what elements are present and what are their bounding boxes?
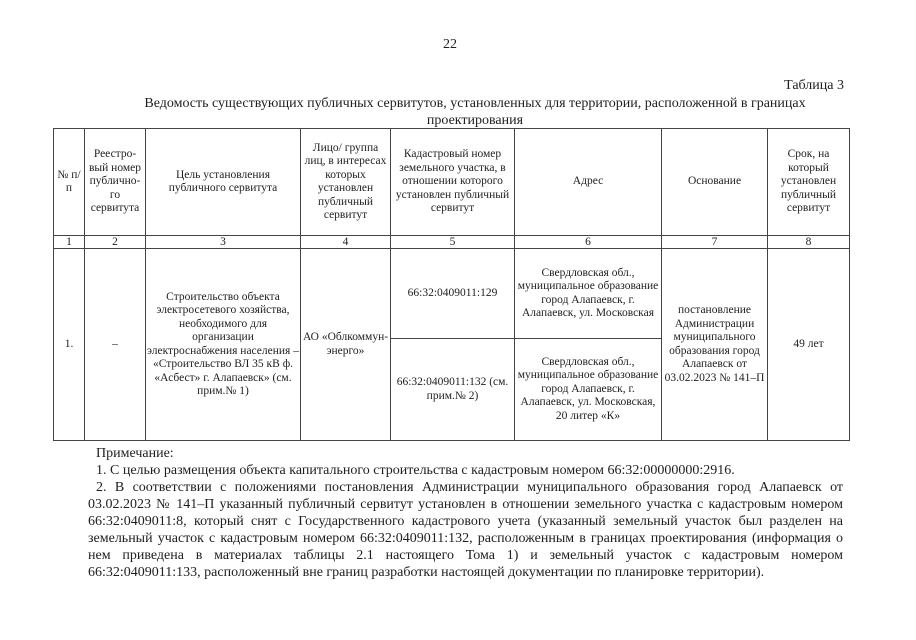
column-number-row (54, 236, 850, 249)
cadastral-number-cell: 66:32:0409011:129 (391, 249, 515, 339)
header-cell: Цель установления публичного сервитута (146, 129, 301, 236)
header-cell: Кадастровый номер земельного участка, в отношении которого установлен публичный сервитут (391, 129, 515, 236)
address-cell: Свердловская обл., муниципальное образование город Алапаевск, г. Алапаевск, ул. Московская (515, 249, 662, 339)
table-number: Таблица 3 (784, 78, 844, 93)
header-cell: Реестро-вый номер публично-го сервитута (85, 129, 146, 236)
header-cell: Адрес (515, 129, 662, 236)
row-number-cell: 1. (54, 249, 85, 441)
note-item: 2. В соответствии с положениями постановления Администрации муниципального образования город Алапаевск от 03.02.2023 № 141–П указанный публичный сервитут установлен в отношении земельного участка с кадастровым номером 66:32:0409011:8, который снят с Государственного кадастрового учета (указанный земельный участок был разделен на земельный участок с кадастровым номером 66:32:0409011:132, расположенным в границах проектирования (информация о нем приведена в материалах таблицы 2.1 настоящего Тома 1) и земельный участок с кадастровым номером 66:32:0409011:133, расположенный вне границ разработки настоящей документации по планировке территории). (88, 480, 843, 580)
column-number: 8 (768, 236, 850, 249)
column-number: 7 (662, 236, 768, 249)
page-number: 22 (443, 37, 457, 52)
notes-section (88, 445, 843, 581)
header-cell: Срок, на который установлен публичный сервитут (768, 129, 850, 236)
column-number: 6 (515, 236, 662, 249)
note-item: 1. С целью размещения объекта капитального строительства с кадастровым номером 66:32:00000000:2916. (96, 463, 735, 478)
column-number: 5 (391, 236, 515, 249)
servitude-table (53, 128, 850, 441)
cadastral-number-cell: 66:32:0409011:132 (см. прим.№ 2) (391, 339, 515, 441)
notes-heading: Примечание: (96, 446, 174, 461)
basis-cell: постановление Администрации муниципального образования город Алапаевск от 03.02.2023 № 141–П (662, 249, 768, 441)
header-cell: Основание (662, 129, 768, 236)
header-cell: № п/п (54, 129, 85, 236)
column-number: 1 (54, 236, 85, 249)
purpose-cell: Строительство объекта электросетевого хозяйства, необходимого для организации электроснабжения населения – «Строительство ВЛ 35 кВ ф. «Асбест» г. Алапаевск» (см. прим.№ 1) (146, 249, 301, 441)
table-caption: Ведомость существующих публичных сервитутов, установленных для территории, расположенной в границах проектирования (144, 96, 806, 128)
column-number: 2 (85, 236, 146, 249)
column-number: 4 (301, 236, 391, 249)
header-cell: Лицо/ группа лиц, в интересах которых установлен публичный сервитут (301, 129, 391, 236)
holder-cell: АО «Облкоммун-энерго» (301, 249, 391, 441)
address-cell: Свердловская обл., муниципальное образование город Алапаевск, г. Алапаевск, ул. Московская, 20 литер «К» (515, 339, 662, 441)
table-row (54, 249, 850, 339)
table-header-row (54, 129, 850, 236)
column-number: 3 (146, 236, 301, 249)
registry-number-cell: – (85, 249, 146, 441)
term-cell: 49 лет (768, 249, 850, 441)
